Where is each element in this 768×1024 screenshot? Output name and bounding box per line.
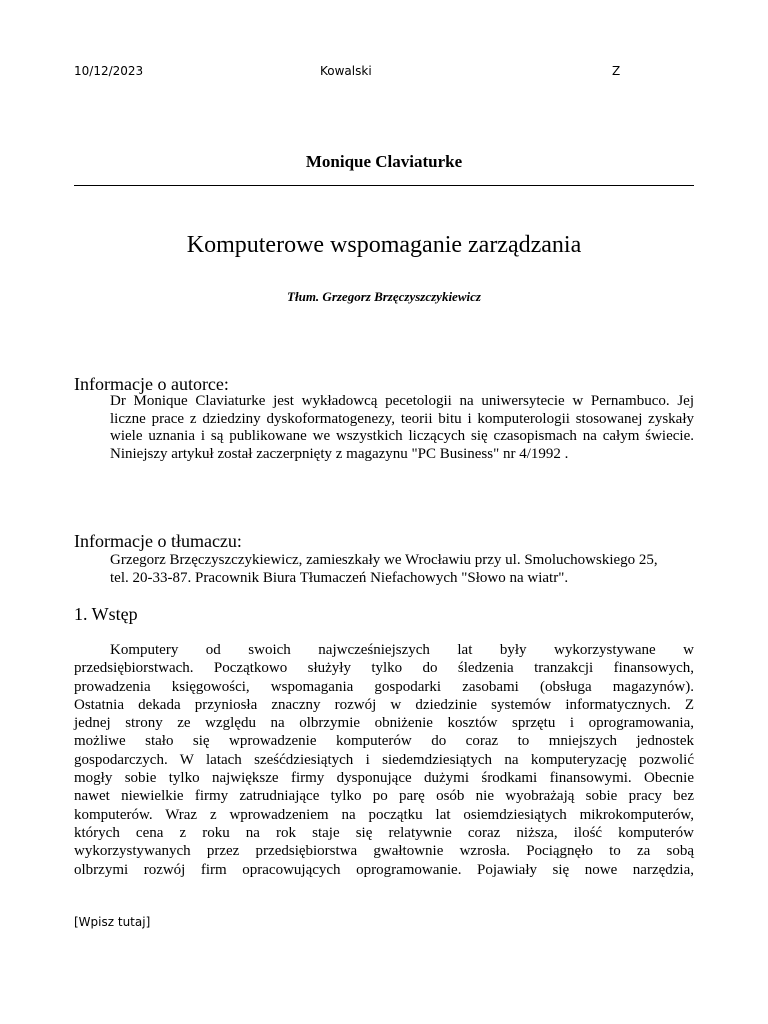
document-title: Komputerowe wspomaganie zarządzania [186, 232, 582, 258]
paragraph-line: Komputery od swoich najwcześniejszych lat były wykorzystywane w [110, 642, 694, 658]
translator-credit: Tłum. Grzegorz Brzęczyszczykiewicz [287, 289, 481, 304]
about-author-paragraph [110, 393, 694, 463]
intro-heading: 1. Wstęp [74, 604, 138, 624]
footer-placeholder[interactable]: [Wpisz tutaj] [74, 915, 151, 929]
paragraph-line: wiele uznania i są publikowane we wszystkich liczących się czasopismach na całym świecie. [110, 428, 694, 444]
author-name: Monique Claviaturke [305, 152, 463, 171]
about-translator-heading: Informacje o tłumaczu: [74, 531, 242, 551]
header-author: Kowalski [320, 64, 372, 78]
header-page-number: Z [612, 64, 621, 78]
paragraph-line: prowadzenia księgowości, wspomagania gospodarki zasobami (obsługa magazynów). [74, 678, 694, 695]
paragraph-line: mogły sobie tylko największe firmy dysponujące dużymi środkami finansowymi. Obecnie [74, 770, 694, 787]
paragraph-line: których cena z roku na rok staje się relatywnie coraz niższa, ilość komputerów [74, 824, 694, 841]
paragraph-line: przedsiębiorstwach. Początkowo służyły tylko do śledzenia tranzakcji finansowych, [74, 660, 694, 677]
header-date: 10/12/2023 [74, 64, 144, 78]
paragraph-line: możliwe stało się wprowadzenie komputerów do coraz to mniejszych jednostek [74, 733, 694, 750]
paragraph-line: olbrzymi rozwój firm opracowujących oprogramowanie. Pojawiały się nowe narzędzia, [74, 861, 694, 878]
horizontal-rule [74, 185, 694, 186]
paragraph-line: komputerów. Wraz z wprowadzeniem na początku lat osiemdziesiątych mikrokomputerów, [74, 806, 694, 823]
about-translator-paragraph [110, 552, 694, 587]
paragraph-line: tel. 20-33-87. Pracownik Biura Tłumaczeń Niefachowych "Słowo na wiatr". [110, 569, 569, 586]
paragraph-line: liczne prace z dziedziny dyskoformatogenezy, teorii bitu i komputerologii stosowanej zyskały [110, 410, 694, 427]
paragraph-line: nawet niewielkie firmy zatrudniające tylko po parę osób nie wyobrażają sobie pracy bez [74, 788, 694, 805]
about-author-heading: Informacje o autorce: [74, 374, 229, 394]
paragraph-line: Niniejszy artykuł został zaczerpnięty z magazynu "PC Business" nr 4/1992 . [110, 445, 569, 462]
intro-paragraph [74, 641, 694, 879]
paragraph-line: gospodarczych. W latach sześćdziesiątych i siedemdziesiątych na komputeryzację pozwolić [74, 751, 694, 768]
paragraph-line: Dr Monique Claviaturke jest wykładowcą pecetologii na uniwersytecie w Pernambuco. Jej [110, 393, 694, 409]
paragraph-line: jednej strony ze względu na olbrzymie obniżenie kosztów sprzętu i oprogramowania, [74, 715, 694, 732]
paragraph-line: Grzegorz Brzęczyszczykiewicz, zamieszkały we Wrocławiu przy ul. Smoluchowskiego 25, [110, 552, 658, 568]
paragraph-line: wykorzystywanych przez przedsiębiorstwa gwałtownie wzrosła. Pociągnęło to za sobą [74, 843, 694, 860]
paragraph-line: Ostatnia dekada przyniosła znaczny rozwój w dziedzinie systemów informatycznych. Z [74, 696, 694, 713]
